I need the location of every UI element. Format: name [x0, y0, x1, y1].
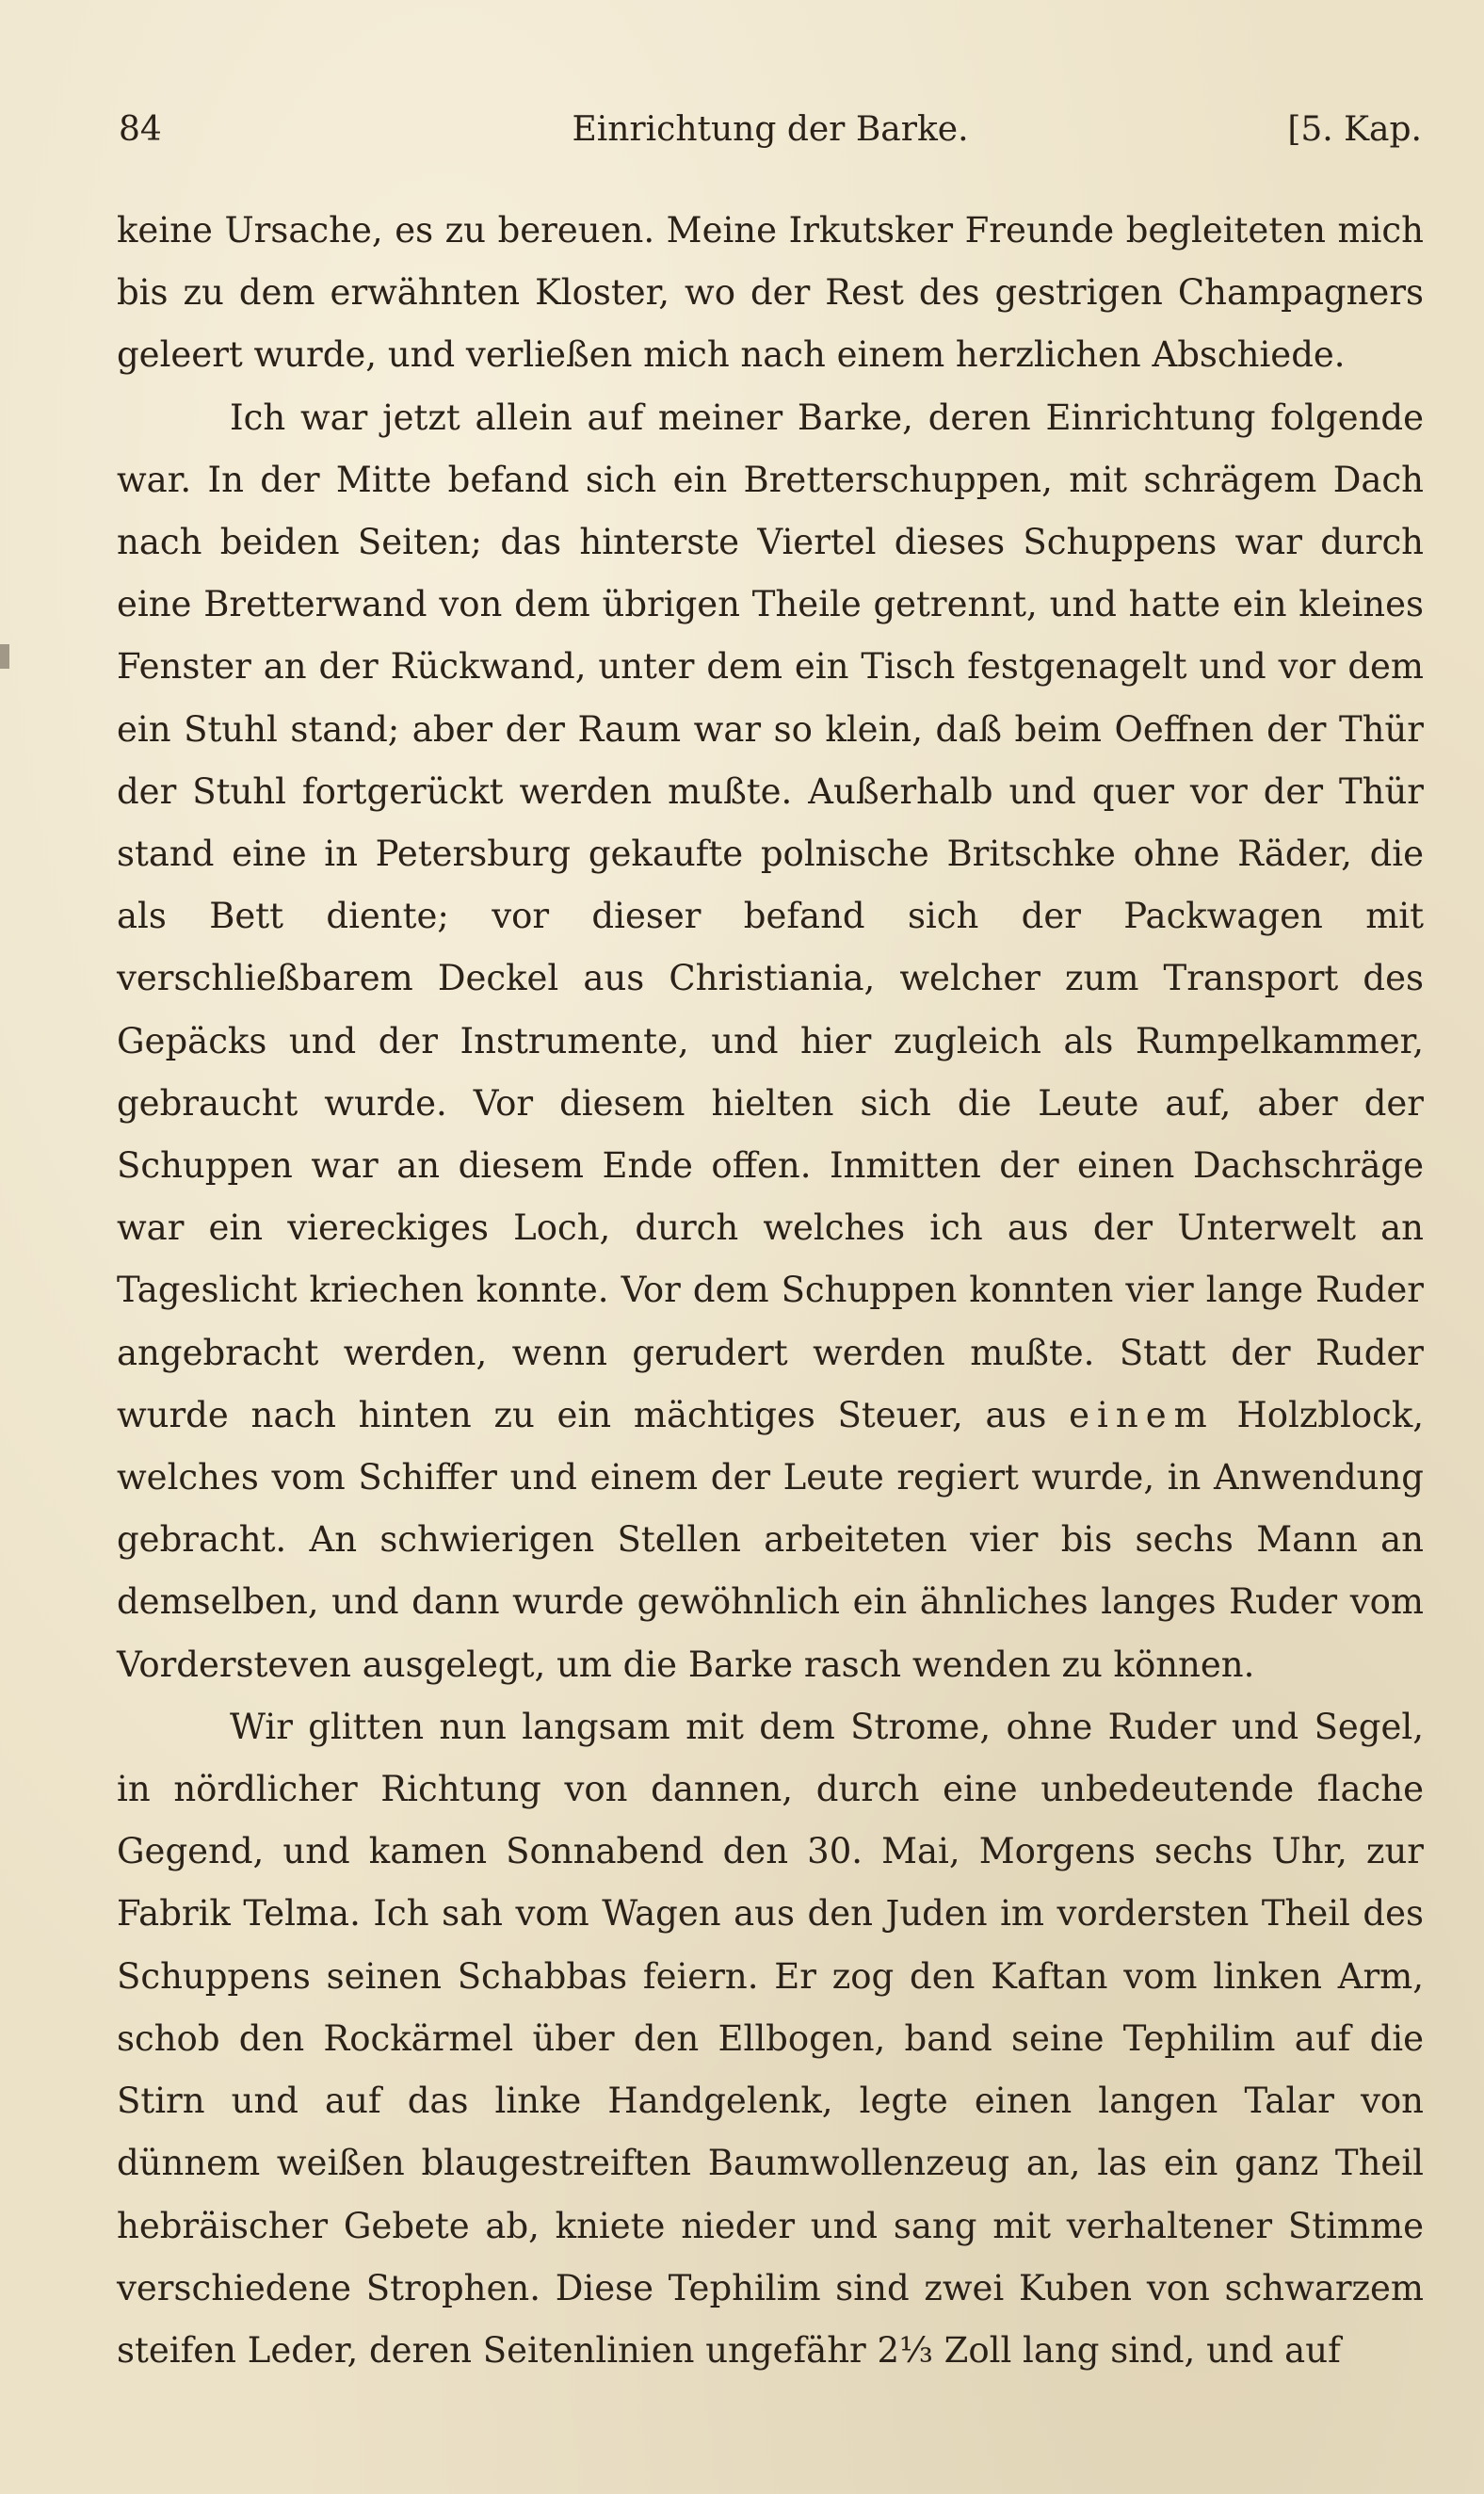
paragraph-text: Ich war jetzt allein auf meiner Barke, deren Einrichtung folgende war. In der Mitte befand sich ein Bretterschuppen, mit schrägem Dach nach beiden Seiten; das hinterste Viertel dieses Schuppens war durch eine Bretterwand von dem übrigen Theile getrennt, und hatte ein kleines Fenster an der Rückwand, unter dem ein Tisch festgenagelt und vor dem ein Stuhl stand; aber der Raum war so klein, daß beim Oeffnen der Thür der Stuhl fortgerückt werden mußte. Außerhalb und quer vor der Thür stand eine in Petersburg gekaufte polnische Britschke ohne Räder, die als Bett diente; vor dieser befand sich der Packwagen mit verschließbarem Deckel aus Christiania, welcher zum Transport des Gepäcks und der Instrumente, und hier zugleich als Rumpelkammer, gebraucht wurde. Vor diesem hielten sich die Leute auf, aber der Schuppen war an diesem Ende offen. Inmitten der einen Dachschräge war ein viereckiges Loch, durch welches ich aus der Unterwelt an Tageslicht kriechen konnte. Vor dem Schuppen konnten vier lange Ruder angebracht werden, wenn gerudert werden mußte. Statt der Ruder wurde nach hinten zu ein mächtiges Steuer, aus [117, 397, 1424, 1435]
chapter-label: [5. Kap. [1287, 110, 1422, 149]
paragraph [117, 387, 1424, 1696]
paragraph-text: Holzblock, welches vom Schiffer und einem der Leute regiert wurde, in Anwendung gebracht. An schwierigen Stellen arbeiteten vier bis sechs Mann an demselben, und dann wurde gewöhnlich ein ähnliches langes Ruder vom Vordersteven ausgelegt, um die Barke rasch wenden zu können. [117, 1394, 1425, 1685]
body-text [117, 200, 1424, 2382]
paragraph-text: Wir glitten nun langsam mit dem Strome, ohne Ruder und Segel, in nördlicher Richtung von dannen, durch eine unbedeutende flache Gegend, und kamen Sonnabend den 30. Mai, Morgens sechs Uhr, zur Fabrik Telma. Ich sah vom Wagen aus den Juden im vordersten Theil des Schuppens seinen Schabbas feiern. Er zog den Kaftan vom linken Arm, schob den Rockärmel über den Ellbogen, band seine Tephilim auf die Stirn und auf das linke Handgelenk, legte einen langen Talar von dünnem weißen blaugestreiften Baumwollenzeug an, las ein ganz Theil hebräischer Gebete ab, kniete nieder und sang mit verhaltener Stimme verschiedene Strophen. Diese Tephilim sind zwei Kuben von schwarzem steifen Leder, deren Seitenlinien ungefähr 2⅓ Zoll lang sind, und auf [117, 1706, 1424, 2371]
page-number: 84 [119, 110, 162, 149]
paragraph-text: keine Ursache, es zu bereuen. Meine Irkutsker Freunde begleiteten mich bis zu dem erwähnten Kloster, wo der Rest des gestrigen Champagners geleert wurde, und verließen mich nach einem herzlichen Abschiede. [117, 210, 1424, 376]
page-header [119, 102, 1422, 158]
paragraph [117, 1696, 1424, 2382]
margin-mark [0, 644, 9, 669]
paragraph [117, 200, 1424, 387]
emphasized-word: einem [1069, 1394, 1215, 1435]
running-title: Einrichtung der Barke. [572, 110, 969, 149]
